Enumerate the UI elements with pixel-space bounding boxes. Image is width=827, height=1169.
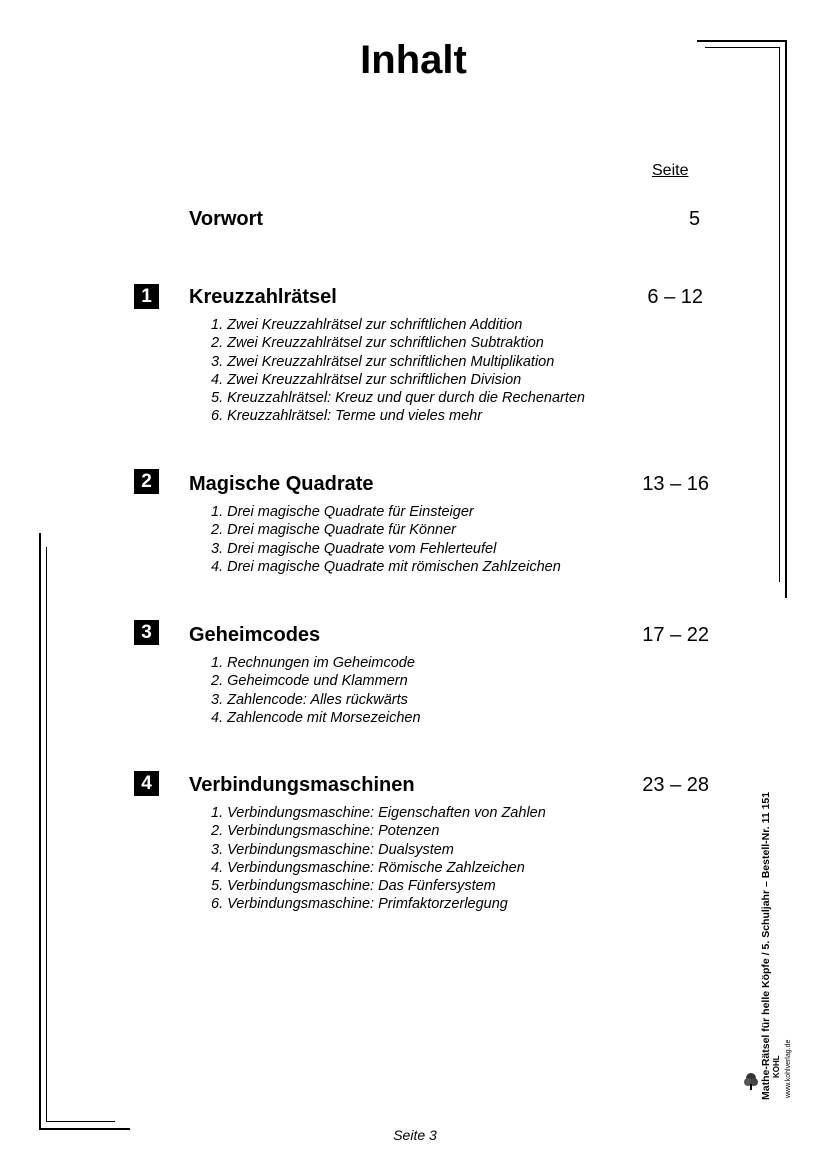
publisher-url: www.kohlverlag.de: [785, 1039, 792, 1098]
page-footer: Seite 3: [393, 1127, 437, 1143]
frame-line-right-outer: [785, 40, 787, 598]
list-item: 5. Verbindungsmaschine: Das Fünfersystem: [211, 878, 496, 895]
list-item: 1. Verbindungsmaschine: Eigenschaften von Zahlen: [211, 805, 546, 821]
frame-line-left-inner: [46, 547, 47, 1122]
page-title: Inhalt: [360, 38, 467, 82]
page-column-header: Seite: [652, 162, 689, 179]
section-title: Magische Quadrate: [189, 473, 374, 495]
section-number-badge: 4: [134, 771, 159, 796]
list-item: 6. Kreuzzahlrätsel: Terme und vieles mehr: [211, 408, 483, 425]
list-item: 5. Kreuzzahlrätsel: Kreuz und quer durch die Rechenarten: [211, 390, 585, 407]
frame-line-top-outer: [697, 40, 787, 42]
frame-line-left-outer: [39, 533, 41, 1130]
list-item: 3. Zahlencode: Alles rückwärts: [211, 691, 408, 708]
list-item: 2. Zwei Kreuzzahlrätsel zur schriftlichen Subtraktion: [211, 335, 544, 352]
section-pages: 23 – 28: [642, 774, 709, 796]
list-item: 4. Zwei Kreuzzahlrätsel zur schriftlichen Division: [211, 371, 522, 388]
list-item: 4. Zahlencode mit Morsezeichen: [211, 709, 421, 726]
side-order-info: Mathe-Rätsel für helle Köpfe / 5. Schuljahr – Bestell-Nr. 11 151: [760, 791, 772, 1100]
section-title: Kreuzzahlrätsel: [189, 286, 337, 308]
section-number-badge: 2: [134, 469, 159, 494]
tree-logo-icon: [744, 1072, 758, 1090]
publisher-logo-text: KOHL: [772, 1055, 781, 1078]
list-item: 1. Rechnungen im Geheimcode: [211, 655, 415, 671]
section-pages: 13 – 16: [642, 473, 709, 495]
section-pages: 17 – 22: [642, 624, 709, 646]
vorwort-page: 5: [689, 208, 701, 230]
frame-line-right-inner: [779, 47, 780, 582]
section-item-list: [211, 654, 421, 727]
list-item: 1. Zwei Kreuzzahlrätsel zur schriftlichen Addition: [211, 317, 523, 333]
list-item: 6. Verbindungsmaschine: Primfaktorzerlegung: [211, 896, 508, 913]
section-number-badge: 3: [134, 620, 159, 645]
frame-line-bottom-inner: [46, 1121, 115, 1122]
list-item: 1. Drei magische Quadrate für Einsteiger: [211, 504, 474, 520]
section-item-list: [211, 316, 585, 426]
section-title: Verbindungsmaschinen: [189, 774, 415, 796]
list-item: 3. Verbindungsmaschine: Dualsystem: [211, 841, 454, 858]
section-number-badge: 1: [134, 284, 159, 309]
section-title: Geheimcodes: [189, 624, 321, 646]
list-item: 2. Geheimcode und Klammern: [211, 673, 408, 690]
section-item-list: [211, 804, 546, 914]
list-item: 4. Verbindungsmaschine: Römische Zahlzeichen: [211, 859, 525, 876]
list-item: 3. Zwei Kreuzzahlrätsel zur schriftlichen Multiplikation: [211, 353, 555, 370]
list-item: 3. Drei magische Quadrate vom Fehlerteufel: [211, 540, 497, 557]
section-pages: 6 – 12: [647, 286, 703, 308]
frame-line-top-inner: [705, 47, 779, 48]
list-item: 2. Drei magische Quadrate für Könner: [211, 522, 457, 539]
section-item-list: [211, 503, 561, 576]
vorwort-label: Vorwort: [189, 208, 264, 230]
list-item: 2. Verbindungsmaschine: Potenzen: [211, 823, 440, 840]
list-item: 4. Drei magische Quadrate mit römischen Zahlzeichen: [211, 558, 561, 575]
